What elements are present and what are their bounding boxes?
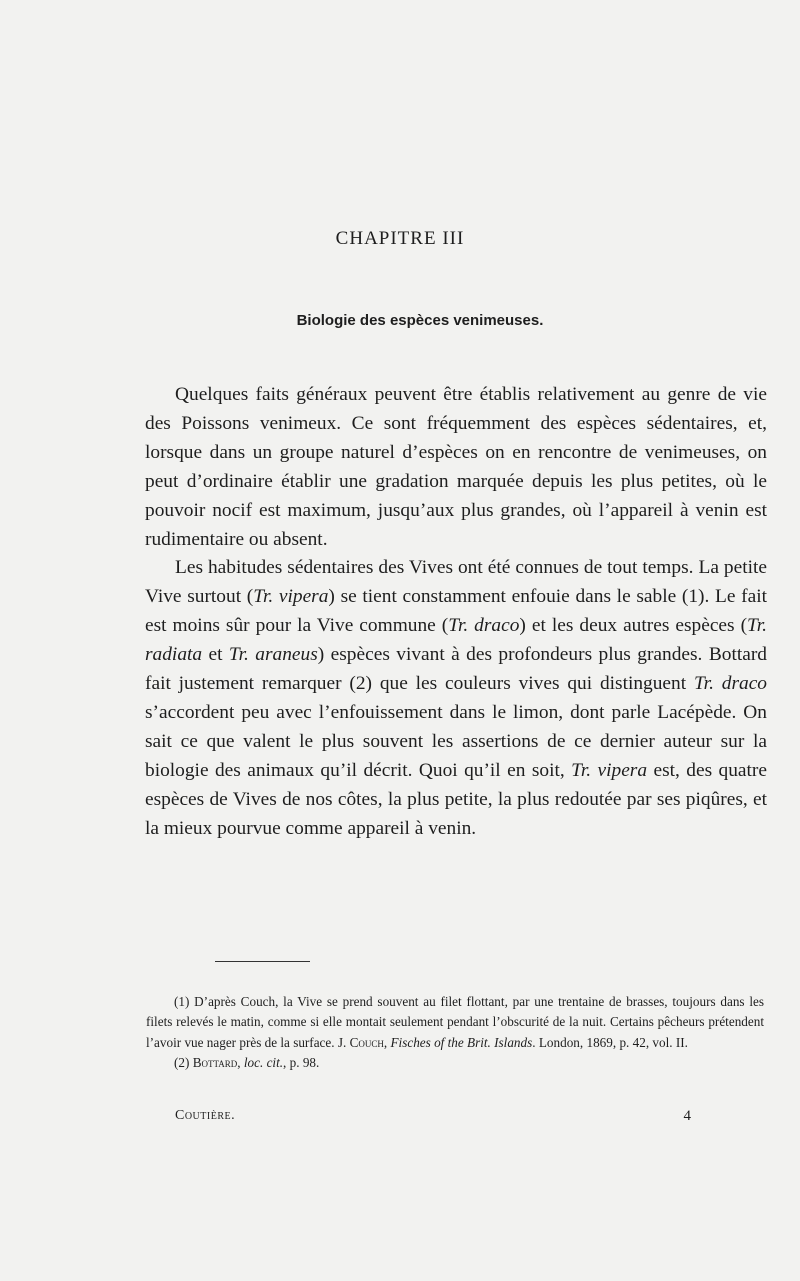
footnote-divider: [215, 961, 310, 962]
chapter-heading: CHAPITRE III: [335, 228, 465, 249]
page-number: 4: [683, 1108, 691, 1124]
citation-abbrev: loc. cit.: [243, 1055, 284, 1071]
text-run: . London, 1869, p. 42, vol. II.: [532, 1034, 688, 1050]
author-name: Bottard: [192, 1055, 238, 1071]
main-text: [145, 381, 767, 844]
text-run: ) se tient constamment enfouie dans le sable (1). Le fait est moins sûr pour la Vive commune (: [145, 586, 768, 637]
author-name: Couch: [349, 1034, 384, 1050]
species-name: Tr. araneus: [228, 644, 318, 666]
footnote-1: [146, 992, 764, 1053]
footnote-2: [146, 1053, 764, 1073]
species-name: Tr. draco: [448, 615, 520, 637]
paragraph-2: [145, 554, 767, 843]
text-run: est, des quatre espèces de Vives de nos côtes, la plus petite, la plus redoutée par ses piqûres, et la mieux pourvue comme appareil à venin.: [145, 759, 767, 839]
section-title: Biologie des espèces venimeuses.: [296, 312, 544, 329]
text-run: ) et les deux autres espèces (: [519, 615, 748, 637]
species-name: Tr. radiata: [145, 615, 767, 666]
text-run: s’accordent peu avec l’enfouissement dans le limon, dont parle Lacépède. On sait ce que valent le plus souvent les assertions de ce dernier auteur sur la biologie des animaux qu’il décrit. Quoi qu’il en soit,: [145, 701, 767, 781]
text-run: ) espèces vivant à des profondeurs plus grandes. Bottard fait justement remarquer (2) que les couleurs vives qui distinguent: [145, 644, 767, 695]
text-run: (1) D’après Couch, la Vive se prend souvent au filet flottant, par une trentaine de brasses, toujours dans les filets relevés le matin, comme si elle montait seulement pendant l’obscurité de la nuit. Certains pêcheurs prétendent l’avoir vue nager près de la surface. J.: [146, 994, 764, 1050]
text-run: ,: [383, 1034, 391, 1050]
species-name: Tr. vipera: [253, 586, 329, 608]
footnotes: [146, 992, 764, 1074]
text-run: Les habitudes sédentaires des Vives ont été connues de tout temps. La petite Vive surtout (: [145, 557, 767, 608]
species-name: Tr. vipera: [571, 759, 648, 781]
text-run: ,: [237, 1055, 244, 1071]
paragraph-1: Quelques faits généraux peuvent être établis relativement au genre de vie des Poissons venimeux. Ce sont fréquemment des espèces sédentaires, et, lorsque dans un groupe naturel d’espèces on en rencontre de venimeuses, on peut d’ordinaire établir une gradation marquée depuis les plus petites, où le pouvoir nocif est maximum, jusqu’aux plus grandes, où l’appareil à venin est rudimentaire ou absent.: [145, 384, 767, 550]
footer-author: Coutière.: [175, 1108, 236, 1123]
text-run: et: [202, 644, 229, 666]
text-run: (2): [174, 1055, 193, 1071]
species-name: Tr. draco: [693, 673, 767, 695]
text-run: , p. 98.: [283, 1055, 320, 1071]
book-title: Fisches of the Brit. Islands: [390, 1034, 533, 1050]
page-footer: [175, 1108, 691, 1124]
